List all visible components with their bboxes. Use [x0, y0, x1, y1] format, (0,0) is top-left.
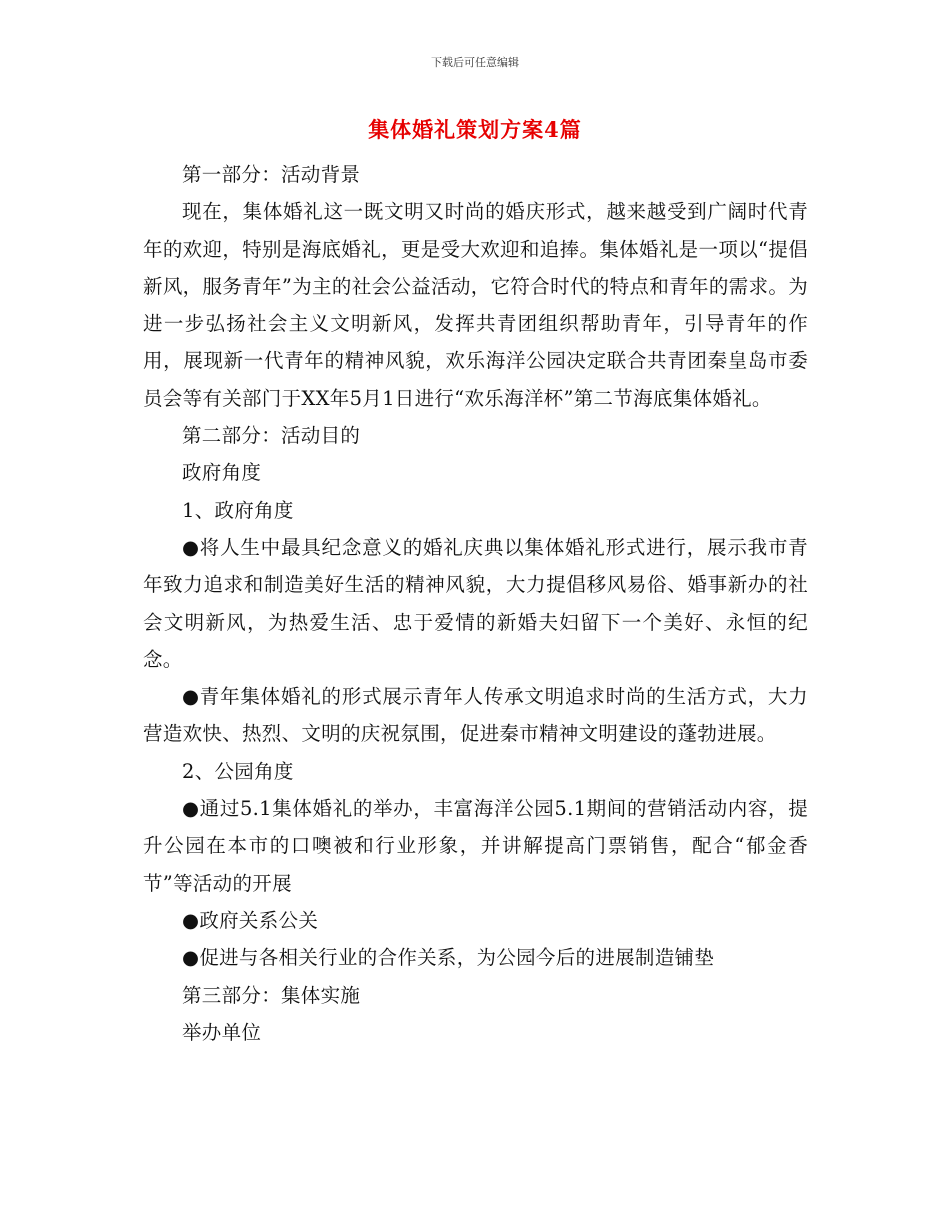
- document-title: 集体婚礼策划方案4篇: [368, 117, 582, 142]
- document-body: [143, 156, 808, 1051]
- section-heading: 第三部分：集体实施: [182, 983, 361, 1007]
- subheading: 政府角度: [182, 461, 262, 485]
- bullet-paragraph: ●促进与各相关行业的合作关系，为公园今后的进展制造铺垫: [182, 946, 715, 970]
- subheading: 1、政府角度: [182, 498, 294, 522]
- subheading: 2、公园角度: [182, 759, 294, 783]
- section-heading: 第二部分：活动目的: [182, 424, 361, 448]
- section-heading: 第一部分：活动背景: [182, 163, 361, 186]
- subheading: 举办单位: [182, 1020, 262, 1044]
- bullet-paragraph: ●将人生中最具纪念意义的婚礼庆典以集体婚礼形式进行，展示我市青年致力追求和制造美好生活的精神风貌，大力提倡移风易俗、婚事新办的社会文明新风，为热爱生活、忠于爱情的新婚夫妇留下一个美好、永恒的纪念。: [143, 535, 808, 671]
- bullet-paragraph: ●通过5.1集体婚礼的举办，丰富海洋公园5.1期间的营销活动内容，提升公园在本市的口噢被和行业形象，并讲解提高门票销售，配合“郁金香节”等活动的开展: [143, 797, 808, 895]
- bullet-paragraph: ●政府关系公关: [182, 908, 319, 932]
- bullet-paragraph: ●青年集体婚礼的形式展示青年人传承文明追求时尚的生活方式，大力营造欢快、热烈、文明的庆祝氛围，促进秦市精神文明建设的蓬勃进展。: [143, 685, 808, 746]
- header-note: 下载后可任意编辑: [431, 56, 519, 69]
- paragraph: 现在，集体婚礼这一既文明又时尚的婚庆形式，越来越受到广阔时代青年的欢迎，特别是海底婚礼，更是受大欢迎和追捧。集体婚礼是一项以“提倡新风，服务青年”为主的社会公益活动，它符合时代的特点和青年的需求。为进一步弘扬社会主义文明新风，发挥共青团组织帮助青年，引导青年的作用，展现新一代青年的精神风貌，欢乐海洋公园决定联合共青团秦皇岛市委员会等有关部门于XX年5月1日进行“欢乐海洋杯”第二节海底集体婚礼。: [143, 200, 808, 410]
